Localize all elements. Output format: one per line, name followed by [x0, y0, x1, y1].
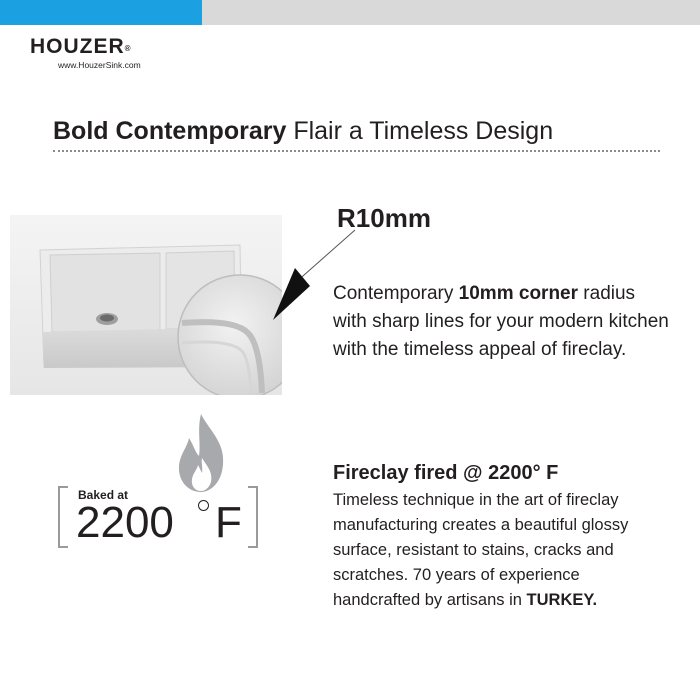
corner-line: Contemporary 10mm corner radius [333, 283, 636, 304]
fireclay-line: surface, resistant to stains, cracks and [333, 541, 614, 559]
fireclay-line: Timeless technique in the art of fireclay [333, 491, 619, 509]
bracket-right [248, 486, 258, 548]
top-accent-bar [0, 0, 202, 25]
corner-description [333, 280, 693, 364]
corner-radius-label: R10mm [337, 203, 431, 233]
dotted-divider [53, 150, 660, 152]
baked-temperature: 2200 [76, 498, 174, 547]
page-headline [53, 116, 553, 146]
fireclay-line: manufacturing creates a beautiful glossy [333, 516, 629, 534]
fireclay-title: Fireclay fired @ 2200° F [333, 462, 559, 484]
temperature-unit: F [215, 498, 242, 547]
brand-url: www.HouzerSink.com [58, 60, 141, 70]
brand-logo [30, 36, 141, 70]
top-gray-bar [202, 0, 700, 25]
headline-rest: Flair a Timeless Design [293, 117, 554, 145]
sink-image [10, 215, 282, 395]
baked-temperature-badge [58, 486, 258, 548]
corner-line: with the timeless appeal of fireclay. [333, 339, 627, 360]
flame-icon [175, 412, 227, 494]
registered-mark: ® [124, 44, 132, 53]
fireclay-line: scratches. 70 years of experience [333, 566, 580, 584]
baked-label: Baked at [78, 488, 129, 502]
brand-name: HOUZER [30, 35, 125, 58]
degree-symbol [198, 500, 209, 511]
fireclay-line: handcrafted by artisans in TURKEY. [333, 591, 598, 609]
brand-wordmark [30, 36, 141, 58]
fireclay-description [333, 488, 693, 613]
headline-bold: Bold Contemporary [53, 117, 287, 145]
corner-line: with sharp lines for your modern kitchen [333, 311, 669, 332]
bracket-left [58, 486, 68, 548]
